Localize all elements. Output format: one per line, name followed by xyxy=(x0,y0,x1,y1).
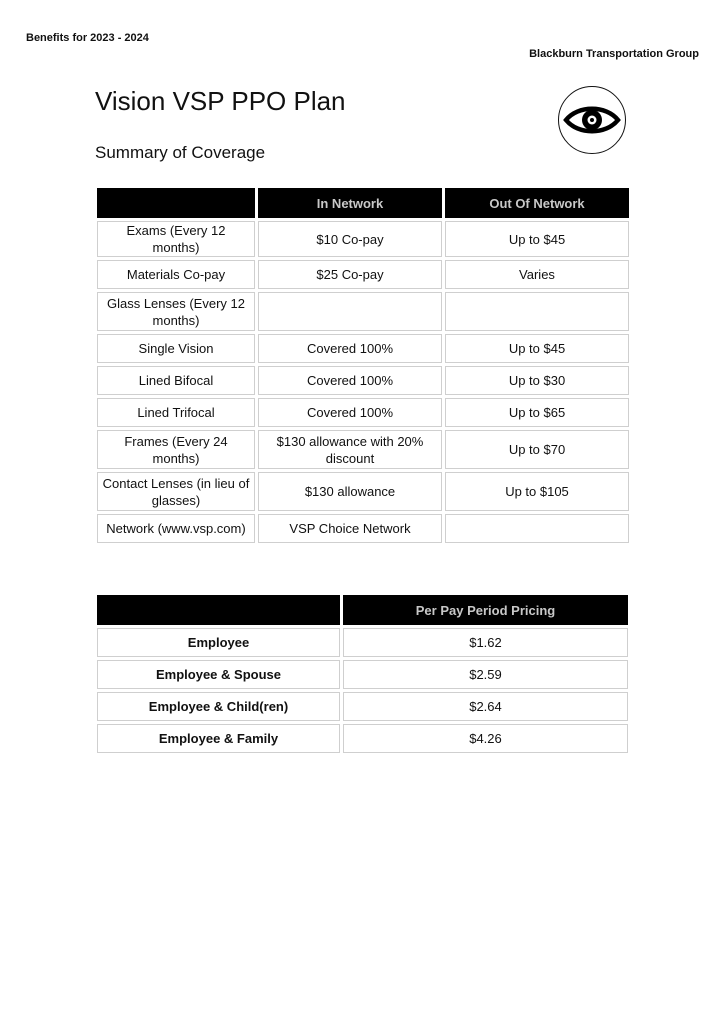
coverage-label: Materials Co-pay xyxy=(97,260,255,289)
coverage-in-network: Covered 100% xyxy=(258,398,442,427)
coverage-in-network xyxy=(258,292,442,331)
pricing-tier: Employee & Family xyxy=(97,724,340,753)
table-row xyxy=(97,628,628,657)
pricing-tier: Employee & Spouse xyxy=(97,660,340,689)
pricing-header-row xyxy=(97,595,628,625)
coverage-label: Frames (Every 24 months) xyxy=(97,430,255,469)
coverage-in-network: VSP Choice Network xyxy=(258,514,442,543)
pricing-table xyxy=(94,592,631,756)
coverage-label: Lined Bifocal xyxy=(97,366,255,395)
coverage-out-network: Up to $45 xyxy=(445,221,629,257)
coverage-out-network: Up to $30 xyxy=(445,366,629,395)
table-row xyxy=(97,398,629,427)
coverage-label: Network (www.vsp.com) xyxy=(97,514,255,543)
coverage-label: Exams (Every 12 months) xyxy=(97,221,255,257)
coverage-in-network: $130 allowance xyxy=(258,472,442,511)
page-subtitle: Summary of Coverage xyxy=(95,143,266,162)
coverage-label: Single Vision xyxy=(97,334,255,363)
table-row xyxy=(97,366,629,395)
coverage-out-network: Varies xyxy=(445,260,629,289)
header-company-name: Blackburn Transportation Group xyxy=(529,48,699,60)
coverage-in-network: $10 Co-pay xyxy=(258,221,442,257)
pricing-amount: $2.59 xyxy=(343,660,628,689)
pricing-tier: Employee xyxy=(97,628,340,657)
pricing-amount: $1.62 xyxy=(343,628,628,657)
table-row xyxy=(97,660,628,689)
coverage-in-network: Covered 100% xyxy=(258,334,442,363)
coverage-out-network: Up to $45 xyxy=(445,334,629,363)
coverage-label: Glass Lenses (Every 12 months) xyxy=(97,292,255,331)
table-row xyxy=(97,430,629,469)
coverage-header-out-network: Out Of Network xyxy=(445,188,629,218)
table-row xyxy=(97,260,629,289)
coverage-in-network: $25 Co-pay xyxy=(258,260,442,289)
table-row xyxy=(97,514,629,543)
table-row xyxy=(97,221,629,257)
table-row xyxy=(97,472,629,511)
pricing-header-price: Per Pay Period Pricing xyxy=(343,595,628,625)
table-row xyxy=(97,692,628,721)
pricing-tier: Employee & Child(ren) xyxy=(97,692,340,721)
vision-logo xyxy=(558,86,626,154)
coverage-header-blank xyxy=(97,188,255,218)
coverage-in-network: Covered 100% xyxy=(258,366,442,395)
pricing-header-blank xyxy=(97,595,340,625)
page-title: Vision VSP PPO Plan xyxy=(95,86,346,116)
eye-icon xyxy=(563,103,621,137)
coverage-out-network xyxy=(445,514,629,543)
pricing-amount: $4.26 xyxy=(343,724,628,753)
table-row xyxy=(97,292,629,331)
coverage-table xyxy=(94,185,632,546)
coverage-header-in-network: In Network xyxy=(258,188,442,218)
table-row xyxy=(97,334,629,363)
coverage-label: Lined Trifocal xyxy=(97,398,255,427)
coverage-out-network: Up to $65 xyxy=(445,398,629,427)
coverage-out-network: Up to $70 xyxy=(445,430,629,469)
coverage-label: Contact Lenses (in lieu of glasses) xyxy=(97,472,255,511)
pricing-amount: $2.64 xyxy=(343,692,628,721)
table-row xyxy=(97,724,628,753)
coverage-out-network xyxy=(445,292,629,331)
coverage-in-network: $130 allowance with 20% discount xyxy=(258,430,442,469)
coverage-out-network: Up to $105 xyxy=(445,472,629,511)
coverage-header-row xyxy=(97,188,629,218)
header-plan-year: Benefits for 2023 - 2024 xyxy=(26,32,149,44)
